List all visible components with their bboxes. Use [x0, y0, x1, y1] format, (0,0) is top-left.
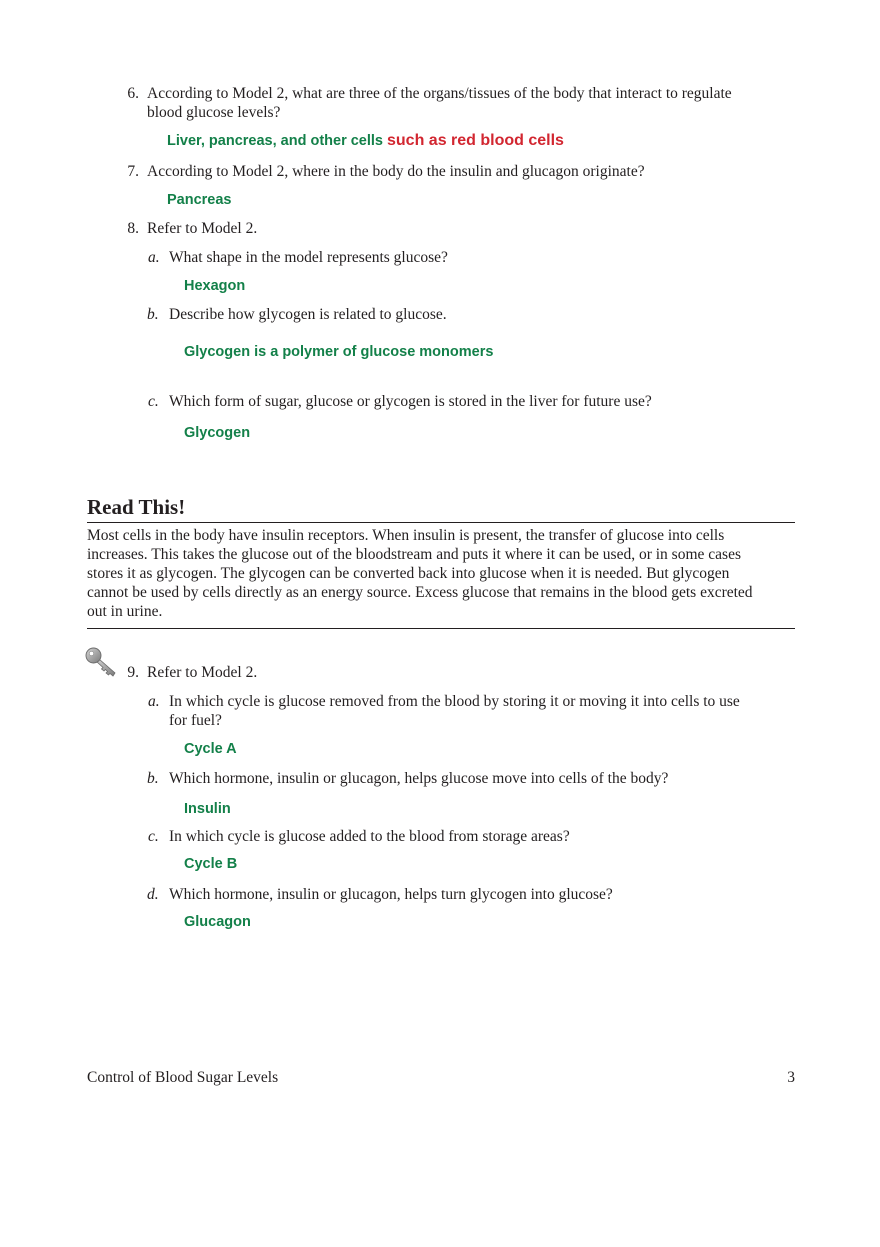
- question-8b-text: Describe how glycogen is related to glucose.: [169, 306, 447, 323]
- question-8b-answer: Glycogen is a polymer of glucose monomers: [184, 344, 494, 360]
- question-9b-answer: Insulin: [184, 801, 231, 817]
- question-9c-answer: Cycle B: [184, 856, 238, 872]
- question-6-answer: [167, 132, 564, 150]
- read-this-line: Most cells in the body have insulin receptors. When insulin is present, the transfer of glucose into cells: [87, 527, 725, 544]
- question-8c-text: Which form of sugar, glucose or glycogen is stored in the liver for future use?: [169, 393, 652, 410]
- read-this-line: stores it as glycogen. The glycogen can be converted back into glucose when it is needed. But glycogen: [87, 565, 730, 582]
- footer-title: Control of Blood Sugar Levels: [87, 1069, 279, 1086]
- question-9-text: Refer to Model 2.: [147, 664, 258, 681]
- page-number: 3: [787, 1069, 795, 1086]
- question-6-answer-green: Liver, pancreas, and other cells: [167, 133, 383, 149]
- question-9a-text-line2: for fuel?: [169, 712, 222, 729]
- question-8-text: Refer to Model 2.: [147, 220, 258, 237]
- question-7-number: 7.: [127, 163, 139, 180]
- question-7-text: According to Model 2, where in the body do the insulin and glucagon originate?: [147, 163, 645, 180]
- question-6-answer-red: such as red blood cells: [387, 132, 564, 149]
- question-9a-letter: a.: [148, 693, 160, 710]
- read-this-paragraph: [87, 526, 795, 621]
- question-8b-letter: b.: [147, 306, 159, 323]
- read-this-heading: Read This!: [87, 495, 186, 519]
- question-9b-letter: b.: [147, 770, 159, 787]
- question-9c-letter: c.: [148, 828, 159, 845]
- question-8a-answer: Hexagon: [184, 278, 246, 294]
- question-9d-letter: d.: [147, 886, 159, 903]
- read-this-line: out in urine.: [87, 603, 163, 620]
- question-9a-text-line1: In which cycle is glucose removed from the blood by storing it or moving it into cells to use: [169, 693, 740, 710]
- question-6-text-line1: According to Model 2, what are three of the organs/tissues of the body that interact to regulate: [147, 85, 732, 102]
- question-6-number: 6.: [127, 85, 139, 102]
- question-8-number: 8.: [127, 220, 139, 237]
- question-7-answer: Pancreas: [167, 192, 232, 208]
- question-9-number: 9.: [127, 664, 139, 681]
- read-this-line: cannot be used by cells directly as an energy source. Excess glucose that remains in the blood gets excreted: [87, 584, 753, 601]
- question-8a-text: What shape in the model represents glucose?: [169, 249, 448, 266]
- read-this-bottom-rule: [87, 628, 795, 629]
- question-9d-answer: Glucagon: [184, 914, 251, 930]
- read-this-line: increases. This takes the glucose out of the bloodstream and puts it where it can be used, or in some cases: [87, 546, 741, 563]
- question-8c-letter: c.: [148, 393, 159, 410]
- question-9d-text: Which hormone, insulin or glucagon, helps turn glycogen into glucose?: [169, 886, 613, 903]
- question-9c-text: In which cycle is glucose added to the blood from storage areas?: [169, 828, 570, 845]
- question-9b-text: Which hormone, insulin or glucagon, helps glucose move into cells of the body?: [169, 770, 669, 787]
- question-6-text-line2: blood glucose levels?: [147, 104, 281, 121]
- key-icon: [84, 646, 120, 680]
- question-9a-answer: Cycle A: [184, 741, 237, 757]
- read-this-top-rule: [87, 522, 795, 523]
- question-8a-letter: a.: [148, 249, 160, 266]
- question-8c-answer: Glycogen: [184, 425, 251, 441]
